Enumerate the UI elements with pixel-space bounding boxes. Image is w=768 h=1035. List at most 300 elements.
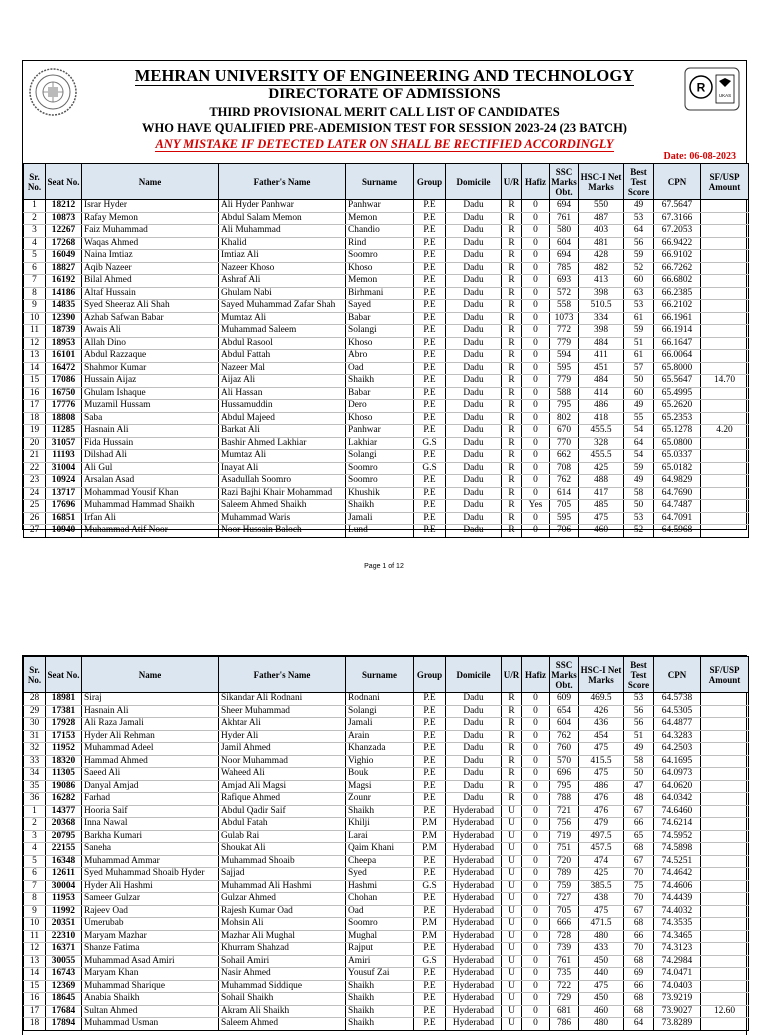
cell-test-score: 59 (624, 250, 654, 263)
cell-urban-rural: R (502, 693, 522, 706)
cell-ssc-marks: 666 (550, 918, 579, 931)
cell-cpn: 65.2353 (654, 412, 701, 425)
cell-fathers-name: Mohsin Ali (219, 918, 346, 931)
cell-ssc-marks: 770 (550, 437, 579, 450)
column-header-name: Name (82, 164, 219, 200)
cell-ssc-marks: 662 (550, 450, 579, 463)
cell-hafiz: 0 (522, 693, 550, 706)
cell-ssc-marks: 670 (550, 425, 579, 438)
cell-hsc-marks: 436 (579, 718, 624, 731)
cell-group: P.E (414, 250, 446, 263)
cell-cpn: 65.0182 (654, 462, 701, 475)
cell-sf-usp-amount (701, 387, 749, 400)
cell-sf-usp-amount (701, 500, 749, 513)
cell-urban-rural: R (502, 350, 522, 363)
cell-seat-no: 31004 (46, 462, 82, 475)
cell-fathers-name: Sajjad (219, 868, 346, 881)
cell-seat-no: 16192 (46, 275, 82, 288)
cell-domicile: Hyderabad (446, 905, 502, 918)
cell-hafiz: 0 (522, 300, 550, 313)
cell-cpn: 65.4995 (654, 387, 701, 400)
cell-domicile: Dadu (446, 250, 502, 263)
cell-sr-no: 10 (24, 312, 46, 325)
cell-sf-usp-amount: 14.70 (701, 375, 749, 388)
cell-domicile: Dadu (446, 400, 502, 413)
cell-urban-rural: U (502, 880, 522, 893)
cell-name: Maryam Khan (82, 968, 219, 981)
cell-seat-no: 18739 (46, 325, 82, 338)
cell-hsc-marks: 476 (579, 793, 624, 806)
cell-group: P.E (414, 475, 446, 488)
cell-name: Fida Hussain (82, 437, 219, 450)
cell-sr-no: 5 (24, 855, 46, 868)
cell-urban-rural: R (502, 300, 522, 313)
cell-urban-rural: U (502, 893, 522, 906)
cell-name: Awais Ali (82, 325, 219, 338)
cell-cpn: 64.0342 (654, 793, 701, 806)
cell-name: Mohammad Yousif Khan (82, 487, 219, 500)
cell-surname: Khilji (346, 818, 414, 831)
cell-surname: Magsi (346, 780, 414, 793)
cell-seat-no: 18645 (46, 993, 82, 1006)
cell-fathers-name: Ali Muhammad (219, 225, 346, 238)
cell-ssc-marks: 694 (550, 250, 579, 263)
cell-fathers-name: Imtiaz Ali (219, 250, 346, 263)
cell-cpn: 74.2984 (654, 955, 701, 968)
cell-cpn: 74.3535 (654, 918, 701, 931)
cell-seat-no: 12369 (46, 980, 82, 993)
cell-test-score: 51 (624, 337, 654, 350)
cell-seat-no: 18953 (46, 337, 82, 350)
cell-cpn: 66.1647 (654, 337, 701, 350)
cell-seat-no: 16282 (46, 793, 82, 806)
cell-name: Azhab Safwan Babar (82, 312, 219, 325)
cell-ssc-marks: 694 (550, 200, 579, 213)
cell-domicile: Dadu (446, 462, 502, 475)
cell-name: Hasnain Ali (82, 425, 219, 438)
cell-sr-no: 6 (24, 868, 46, 881)
cell-hsc-marks: 486 (579, 780, 624, 793)
cell-name: Allah Dino (82, 337, 219, 350)
cell-hsc-marks: 426 (579, 705, 624, 718)
cell-ssc-marks: 696 (550, 768, 579, 781)
cell-sf-usp-amount (701, 955, 749, 968)
table-row (24, 980, 749, 993)
cell-name: Israr Hyder (82, 200, 219, 213)
cell-group: P.E (414, 768, 446, 781)
cell-ssc-marks: 802 (550, 412, 579, 425)
cell-sf-usp-amount (701, 487, 749, 500)
cell-cpn: 64.4877 (654, 718, 701, 731)
cell-seat-no: 17086 (46, 375, 82, 388)
cell-fathers-name: Barkat Ali (219, 425, 346, 438)
cell-surname: Shaikh (346, 805, 414, 818)
cell-sr-no: 13 (24, 350, 46, 363)
cell-urban-rural: R (502, 412, 522, 425)
cell-hsc-marks: 484 (579, 375, 624, 388)
cell-hsc-marks: 485 (579, 500, 624, 513)
cell-name: Syed Muhammad Shoaib Hyder (82, 868, 219, 881)
cell-sr-no: 30 (24, 718, 46, 731)
cell-fathers-name: Ghulam Nabi (219, 287, 346, 300)
table-row (24, 718, 749, 731)
cell-test-score: 61 (624, 350, 654, 363)
cell-cpn: 65.5647 (654, 375, 701, 388)
cell-urban-rural: R (502, 512, 522, 525)
cell-urban-rural: R (502, 525, 522, 538)
cell-urban-rural: R (502, 212, 522, 225)
column-header-cpn: CPN (654, 657, 701, 693)
cell-test-score: 64 (624, 437, 654, 450)
cell-test-score: 49 (624, 400, 654, 413)
list-date: Date: 06-08-2023 (663, 151, 736, 162)
list-subtitle: WHO HAVE QUALIFIED PRE-ADEMISION TEST FOR SESSION 2023-24 (23 BATCH) (142, 121, 627, 135)
cell-group: P.E (414, 212, 446, 225)
cell-seat-no: 18827 (46, 262, 82, 275)
cell-fathers-name: Muhammad Shoaib (219, 855, 346, 868)
cell-ssc-marks: 604 (550, 718, 579, 731)
cell-hafiz: 0 (522, 843, 550, 856)
cell-group: P.E (414, 780, 446, 793)
cell-fathers-name: Razi Bajhi Khair Mohammad (219, 487, 346, 500)
table-row (24, 287, 749, 300)
cell-seat-no: 10924 (46, 475, 82, 488)
column-header-sf-usp-amount: SF/USP Amount (701, 657, 749, 693)
cell-domicile: Dadu (446, 755, 502, 768)
cell-domicile: Hyderabad (446, 868, 502, 881)
cell-fathers-name: Amjad Ali Magsi (219, 780, 346, 793)
cell-fathers-name: Saleem Ahmed Shaikh (219, 500, 346, 513)
cell-test-score: 60 (624, 275, 654, 288)
cell-hafiz: 0 (522, 250, 550, 263)
cell-cpn: 67.2053 (654, 225, 701, 238)
column-header-sr-no: Sr. No. (24, 164, 46, 200)
cell-sf-usp-amount (701, 462, 749, 475)
cell-test-score: 47 (624, 780, 654, 793)
cell-hafiz: 0 (522, 287, 550, 300)
cell-name: Bilal Ahmed (82, 275, 219, 288)
cell-name: Shahmor Kumar (82, 362, 219, 375)
cell-domicile: Dadu (446, 780, 502, 793)
cell-test-score: 66 (624, 818, 654, 831)
table-header-row (24, 657, 749, 693)
cell-surname: Shaikh (346, 500, 414, 513)
cell-seat-no: 16348 (46, 855, 82, 868)
column-header-hafiz: Hafiz (522, 164, 550, 200)
cell-hafiz: 0 (522, 955, 550, 968)
cell-surname: Khanzada (346, 743, 414, 756)
cell-test-score: 68 (624, 918, 654, 931)
cell-group: P.E (414, 905, 446, 918)
directorate-title: DIRECTORATE OF ADMISSIONS (268, 86, 501, 102)
cell-seat-no: 17268 (46, 237, 82, 250)
cell-cpn: 65.2620 (654, 400, 701, 413)
cell-hsc-marks: 471.5 (579, 918, 624, 931)
cell-hafiz: 0 (522, 968, 550, 981)
cell-group: P.E (414, 450, 446, 463)
cell-name: Ali Gul (82, 462, 219, 475)
cell-domicile: Dadu (446, 225, 502, 238)
cell-group: P.E (414, 755, 446, 768)
cell-sr-no: 33 (24, 755, 46, 768)
cell-test-score: 64 (624, 225, 654, 238)
cell-domicile: Dadu (446, 525, 502, 538)
cell-hsc-marks: 497.5 (579, 830, 624, 843)
cell-hsc-marks: 411 (579, 350, 624, 363)
cell-hsc-marks: 414 (579, 387, 624, 400)
cell-sf-usp-amount (701, 843, 749, 856)
cell-hafiz: 0 (522, 743, 550, 756)
cell-group: P.E (414, 893, 446, 906)
cell-test-score: 64 (624, 1018, 654, 1031)
column-header-hafiz: Hafiz (522, 657, 550, 693)
table-row (24, 487, 749, 500)
cell-domicile: Dadu (446, 475, 502, 488)
cell-test-score: 49 (624, 743, 654, 756)
cell-group: P.E (414, 200, 446, 213)
cell-urban-rural: U (502, 855, 522, 868)
cell-seat-no: 16371 (46, 943, 82, 956)
cell-ssc-marks: 558 (550, 300, 579, 313)
cell-hsc-marks: 474 (579, 855, 624, 868)
cell-test-score: 51 (624, 730, 654, 743)
cell-sr-no: 27 (24, 525, 46, 538)
cell-urban-rural: R (502, 250, 522, 263)
cell-cpn: 64.0973 (654, 768, 701, 781)
cell-sf-usp-amount (701, 225, 749, 238)
cell-sr-no: 4 (24, 237, 46, 250)
cell-hafiz: 0 (522, 487, 550, 500)
cell-surname: Vighio (346, 755, 414, 768)
cell-cpn: 65.1278 (654, 425, 701, 438)
cell-hafiz: 0 (522, 312, 550, 325)
cell-seat-no: 10940 (46, 525, 82, 538)
cell-surname: Arain (346, 730, 414, 743)
cell-hsc-marks: 450 (579, 993, 624, 1006)
cell-hsc-marks: 428 (579, 250, 624, 263)
column-header-cpn: CPN (654, 164, 701, 200)
cell-fathers-name: Khalid (219, 237, 346, 250)
cell-cpn: 66.6802 (654, 275, 701, 288)
cell-hsc-marks: 481 (579, 237, 624, 250)
cell-cpn: 64.9829 (654, 475, 701, 488)
cell-hafiz: 0 (522, 262, 550, 275)
cell-domicile: Dadu (446, 768, 502, 781)
cell-surname: Khushik (346, 487, 414, 500)
cell-name: Abdul Razzaque (82, 350, 219, 363)
column-header-name: Name (82, 657, 219, 693)
column-header-sr-no: Sr. No. (24, 657, 46, 693)
cell-domicile: Dadu (446, 350, 502, 363)
cell-sr-no: 4 (24, 843, 46, 856)
column-header-ssc-marks: SSC Marks Obt. (550, 164, 579, 200)
cell-fathers-name: Abdul Majeed (219, 412, 346, 425)
cell-surname: Cheepa (346, 855, 414, 868)
cell-name: Farhad (82, 793, 219, 806)
cell-cpn: 74.0471 (654, 968, 701, 981)
cell-urban-rural: R (502, 705, 522, 718)
cell-urban-rural: R (502, 780, 522, 793)
cell-sf-usp-amount (701, 337, 749, 350)
cell-cpn: 74.4439 (654, 893, 701, 906)
cell-test-score: 48 (624, 793, 654, 806)
cell-sr-no: 21 (24, 450, 46, 463)
cell-hafiz: 0 (522, 275, 550, 288)
cell-group: P.M (414, 830, 446, 843)
cell-name: Saba (82, 412, 219, 425)
cell-cpn: 66.7262 (654, 262, 701, 275)
cell-hafiz: 0 (522, 225, 550, 238)
cell-cpn: 73.9027 (654, 1005, 701, 1018)
cell-test-score: 50 (624, 768, 654, 781)
cell-sf-usp-amount (701, 362, 749, 375)
cell-name: Saeed Ali (82, 768, 219, 781)
cell-domicile: Dadu (446, 412, 502, 425)
cell-group: P.E (414, 237, 446, 250)
cell-test-score: 68 (624, 1005, 654, 1018)
cell-test-score: 56 (624, 237, 654, 250)
cell-surname: Soomro (346, 462, 414, 475)
cell-cpn: 74.5898 (654, 843, 701, 856)
table-row (24, 475, 749, 488)
cell-seat-no: 17776 (46, 400, 82, 413)
table-row (24, 893, 749, 906)
cell-urban-rural: U (502, 943, 522, 956)
cell-cpn: 74.4032 (654, 905, 701, 918)
cell-fathers-name: Nazeer Khoso (219, 262, 346, 275)
svg-text:UKAS: UKAS (718, 93, 732, 98)
cell-hsc-marks: 385.5 (579, 880, 624, 893)
cell-fathers-name: Nasir Ahmed (219, 968, 346, 981)
cell-group: P.E (414, 387, 446, 400)
cell-hafiz: 0 (522, 830, 550, 843)
column-header-domicile: Domicile (446, 657, 502, 693)
cell-sr-no: 3 (24, 225, 46, 238)
cell-surname: Panhwar (346, 200, 414, 213)
cell-domicile: Dadu (446, 212, 502, 225)
cell-urban-rural: R (502, 500, 522, 513)
cell-seat-no: 17928 (46, 718, 82, 731)
cell-sr-no: 10 (24, 918, 46, 931)
cell-sr-no: 14 (24, 362, 46, 375)
table-row (24, 793, 749, 806)
cell-sf-usp-amount (701, 512, 749, 525)
cell-fathers-name: Hussamuddin (219, 400, 346, 413)
cell-domicile: Hyderabad (446, 1018, 502, 1031)
cell-group: P.E (414, 525, 446, 538)
cell-seat-no: 17153 (46, 730, 82, 743)
cell-test-score: 53 (624, 300, 654, 313)
cell-urban-rural: R (502, 462, 522, 475)
cell-urban-rural: R (502, 730, 522, 743)
cell-cpn: 74.5952 (654, 830, 701, 843)
cell-fathers-name: Sikandar Ali Rodnani (219, 693, 346, 706)
cell-ssc-marks: 756 (550, 818, 579, 831)
cell-test-score: 70 (624, 893, 654, 906)
cell-name: Umerubab (82, 918, 219, 931)
cell-hsc-marks: 398 (579, 287, 624, 300)
cell-cpn: 73.8289 (654, 1018, 701, 1031)
cell-hsc-marks: 475 (579, 743, 624, 756)
cell-fathers-name: Abdul Fatah (219, 818, 346, 831)
cell-sr-no: 12 (24, 943, 46, 956)
column-header-hsc-marks: HSC-I Net Marks (579, 164, 624, 200)
merit-list-page-1 (22, 60, 747, 536)
cell-seat-no: 18981 (46, 693, 82, 706)
cell-group: P.E (414, 425, 446, 438)
cell-hafiz: 0 (522, 450, 550, 463)
table-row (24, 525, 749, 538)
table-row (24, 730, 749, 743)
cell-group: P.E (414, 500, 446, 513)
cell-hsc-marks: 398 (579, 325, 624, 338)
cell-sr-no: 11 (24, 930, 46, 943)
cell-hafiz: 0 (522, 768, 550, 781)
cell-hsc-marks: 480 (579, 1018, 624, 1031)
cell-cpn: 74.3465 (654, 930, 701, 943)
cell-hsc-marks: 417 (579, 487, 624, 500)
cell-surname: Babar (346, 387, 414, 400)
cell-test-score: 70 (624, 868, 654, 881)
cell-test-score: 55 (624, 412, 654, 425)
cell-hsc-marks: 460 (579, 1005, 624, 1018)
cell-domicile: Hyderabad (446, 930, 502, 943)
cell-cpn: 64.1695 (654, 755, 701, 768)
cell-hafiz: 0 (522, 200, 550, 213)
cell-fathers-name: Abdul Salam Memon (219, 212, 346, 225)
cell-sf-usp-amount (701, 968, 749, 981)
cell-group: P.M (414, 843, 446, 856)
cell-hafiz: 0 (522, 400, 550, 413)
table-row (24, 425, 749, 438)
cell-fathers-name: Abdul Rasool (219, 337, 346, 350)
cell-fathers-name: Sheer Muhammad (219, 705, 346, 718)
cell-hsc-marks: 487 (579, 212, 624, 225)
cell-seat-no: 17696 (46, 500, 82, 513)
cell-name: Syed Sheeraz Ali Shah (82, 300, 219, 313)
cell-urban-rural: U (502, 1005, 522, 1018)
cell-seat-no: 16750 (46, 387, 82, 400)
cell-sf-usp-amount (701, 768, 749, 781)
cell-name: Muhammad Sharique (82, 980, 219, 993)
cell-name: Ali Raza Jamali (82, 718, 219, 731)
cell-surname: Solangi (346, 705, 414, 718)
cell-urban-rural: R (502, 400, 522, 413)
table-row (24, 200, 749, 213)
cell-seat-no: 20351 (46, 918, 82, 931)
cell-sf-usp-amount: 4.20 (701, 425, 749, 438)
cell-ssc-marks: 779 (550, 375, 579, 388)
cell-group: P.E (414, 868, 446, 881)
cell-sr-no: 6 (24, 262, 46, 275)
cell-surname: Rind (346, 237, 414, 250)
cell-test-score: 56 (624, 718, 654, 731)
cell-seat-no: 30004 (46, 880, 82, 893)
column-header-surname: Surname (346, 657, 414, 693)
cell-surname: Memon (346, 212, 414, 225)
cell-group: G.S (414, 437, 446, 450)
cell-domicile: Hyderabad (446, 980, 502, 993)
cell-ssc-marks: 728 (550, 930, 579, 943)
cell-hafiz: 0 (522, 930, 550, 943)
table-row (24, 437, 749, 450)
cell-sf-usp-amount (701, 705, 749, 718)
cell-surname: Solangi (346, 450, 414, 463)
cell-hafiz: 0 (522, 212, 550, 225)
cell-cpn: 67.3166 (654, 212, 701, 225)
cell-sr-no: 28 (24, 693, 46, 706)
cell-sf-usp-amount (701, 818, 749, 831)
